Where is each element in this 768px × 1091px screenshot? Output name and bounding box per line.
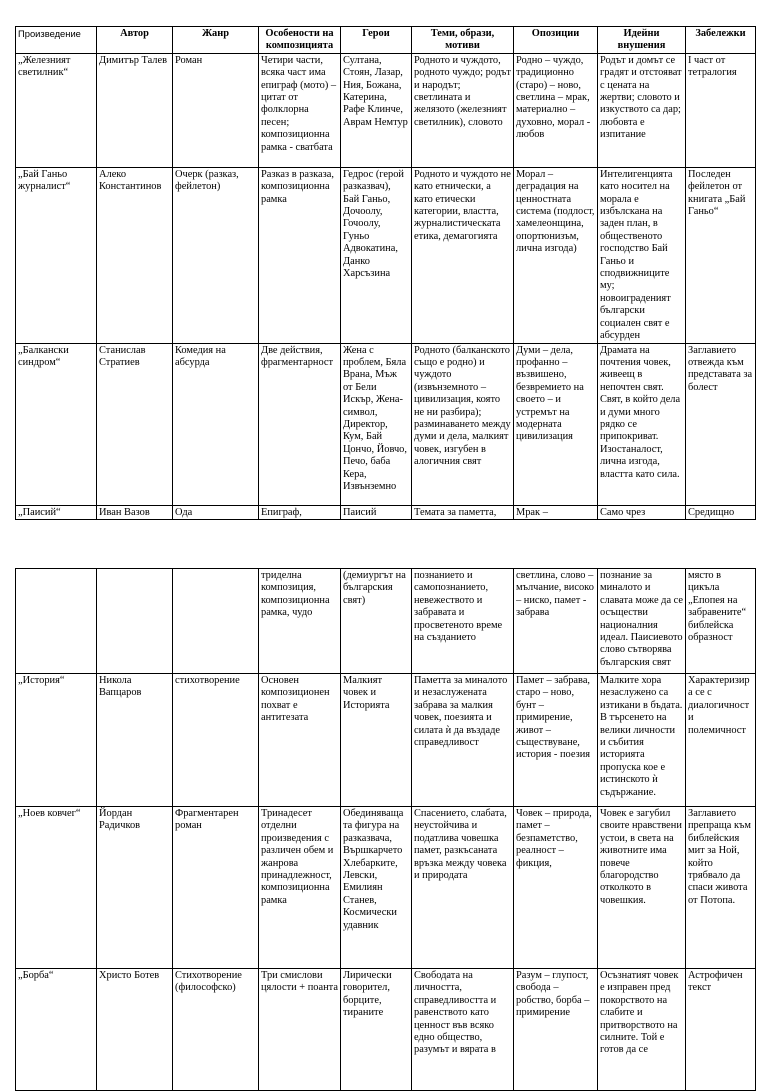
cell-oppositions: Памет – забрава, старо – ново, бунт – примирение, живот – съществуване, история - поезия xyxy=(514,674,598,807)
cell-genre: Ода xyxy=(173,505,259,519)
cell-notes: Последен фейлетон от книгата „Бай Ганьо“ xyxy=(686,167,756,343)
header-genre: Жанр xyxy=(173,27,259,54)
cell-themes: Родното (балканското също е родно) и чуждото (извънземното – цивилизация, която не ни разбира); разминаването между думи и дела, малкият човек, изгубен в алогичния свят xyxy=(412,343,514,505)
cell-heroes: (демиургът на българския свят) xyxy=(341,569,412,674)
cell-genre: Очерк (разказ, фейлетон) xyxy=(173,167,259,343)
cell-ideas: Интелигенцията като носител на морала е избълскана на заден план, в общественото господство Бай Ганьо и сподвижниците му; новоиграденият български социален свят е абсурден xyxy=(598,167,686,343)
header-ideas: Идейни внушения xyxy=(598,27,686,54)
cell-heroes: Обединяваща та фигура на разказвача, Вършкарчето Хлебарките, Левски, Емилиян Станев, Космически удавник xyxy=(341,807,412,969)
cell-composition: Три смислови цялости + поанта xyxy=(259,969,341,1091)
cell-work: „Паисий“ xyxy=(16,505,97,519)
header-themes: Теми, образи, мотиви xyxy=(412,27,514,54)
document-page-2 xyxy=(0,567,768,1056)
cell-heroes: Паисий xyxy=(341,505,412,519)
cell-ideas: познание за миналото и славата може да се осъществи националния идеал. Паисиевото слово сътворява българския свят xyxy=(598,569,686,674)
cell-notes: място в цикъла „Епопея на забравените“ библейска образност xyxy=(686,569,756,674)
table-row xyxy=(16,674,756,807)
cell-composition: триделна композиция, композиционна рамка, чудо xyxy=(259,569,341,674)
cell-ideas: Човек е загубил своите нравствени устои, в света на животните има повече благородство отколкото в човешкия. xyxy=(598,807,686,969)
cell-notes: Характеризир а се с диалогичност и полемичност xyxy=(686,674,756,807)
cell-author: Иван Вазов xyxy=(97,505,173,519)
cell-heroes: Жена с проблем, Бяла Врана, Мъж от Бели Искър, Жена-символ, Директор, Кум, Бай Цончо, Йовчо, Печо, баба Кера, Извънземно xyxy=(341,343,412,505)
cell-genre: стихотворение xyxy=(173,674,259,807)
cell-author xyxy=(97,569,173,674)
cell-work xyxy=(16,569,97,674)
cell-themes: Родното и чуждото не като етнически, а като етически категории, властта, журналистическата етика, демагогията xyxy=(412,167,514,343)
cell-author: Станислав Стратиев xyxy=(97,343,173,505)
cell-oppositions: Човек – природа, памет – безпаметство, реалност – фикция, xyxy=(514,807,598,969)
cell-author: Йордан Радичков xyxy=(97,807,173,969)
header-author: Автор xyxy=(97,27,173,54)
cell-work: „История“ xyxy=(16,674,97,807)
cell-genre: Роман xyxy=(173,53,259,167)
cell-genre: Стихотворение (философско) xyxy=(173,969,259,1091)
cell-composition: Тринадесет отделни произведения с различен обем и жанрова принадлежност, композиционна рамка xyxy=(259,807,341,969)
cell-themes: Родното и чуждото, родното чуждо; родът и народът; светлината и желязото (железният светилник), словото xyxy=(412,53,514,167)
cell-ideas: Родът и домът се градят и отстояват с цената на жертви; словото и изкуството са дар; любовта е изпитание xyxy=(598,53,686,167)
cell-oppositions: светлина, слово – мълчание, високо – ниско, памет - забрава xyxy=(514,569,598,674)
header-oppositions: Опозиции xyxy=(514,27,598,54)
cell-oppositions: Родно – чуждо, традиционно (старо) – ново, светлина – мрак, материално – духовно, морал - любов xyxy=(514,53,598,167)
cell-ideas: Малките хора незаслужено са изтикани в бъдата. В търсенето на велики личности и събития историята пропуска кое е истинското ѝ съдържание. xyxy=(598,674,686,807)
cell-ideas: Само чрез xyxy=(598,505,686,519)
cell-themes: Спасението, слабата, неустойчива и податлива човешка памет, разкъсаната връзка между човека и природата xyxy=(412,807,514,969)
cell-notes: Заглавието отвежда към представата за болест xyxy=(686,343,756,505)
cell-heroes: Султана, Стоян, Лазар, Ния, Божана, Катерина, Рафе Клинче, Аврам Немтур xyxy=(341,53,412,167)
cell-themes: познанието и самопознанието, невежеството и забравата и просветеното време на създанието xyxy=(412,569,514,674)
table-row xyxy=(16,807,756,969)
table-row xyxy=(16,505,756,519)
literature-table-page-2 xyxy=(15,568,756,1091)
cell-composition: Четири части, всяка част има епиграф (мото) – цитат от фолклорна песен; композиционна рамка - сватбата xyxy=(259,53,341,167)
table-row xyxy=(16,569,756,674)
cell-notes: Астрофичен текст xyxy=(686,969,756,1091)
cell-work: „Бай Ганьо журналист“ xyxy=(16,167,97,343)
table-row xyxy=(16,343,756,505)
cell-author: Алеко Константинов xyxy=(97,167,173,343)
cell-genre: Комедия на абсурда xyxy=(173,343,259,505)
cell-author: Димитър Талев xyxy=(97,53,173,167)
header-heroes: Герои xyxy=(341,27,412,54)
cell-author: Никола Вапцаров xyxy=(97,674,173,807)
cell-work: „Борба“ xyxy=(16,969,97,1091)
cell-ideas: Осъзнатият човек е изправен пред покорството на слабите и притворството на силните. Той е готов да се xyxy=(598,969,686,1091)
literature-table-page-1 xyxy=(15,26,756,520)
cell-notes: Средищно xyxy=(686,505,756,519)
cell-ideas: Драмата на почтения човек, живеещ в непочтен свят. Свят, в който дела и думи много рядко се припокриват. Изостаналост, лична изгода, властта като сила. xyxy=(598,343,686,505)
cell-heroes: Малкият човек и Историята xyxy=(341,674,412,807)
cell-work: „Железният светилник“ xyxy=(16,53,97,167)
cell-genre: Фрагментарен роман xyxy=(173,807,259,969)
table-row xyxy=(16,969,756,1091)
table-row xyxy=(16,167,756,343)
cell-themes: Паметта за миналото и незаслужената забрава за малкия човек, поезията и силата ѝ да въздаде справедливост xyxy=(412,674,514,807)
cell-themes: Темата за паметта, xyxy=(412,505,514,519)
cell-oppositions: Мрак – xyxy=(514,505,598,519)
cell-composition: Епиграф, xyxy=(259,505,341,519)
cell-notes: Заглавието препраща към библейския мит за Ной, който трябвало да спаси живота от Потопа. xyxy=(686,807,756,969)
header-notes: Забележки xyxy=(686,27,756,54)
cell-work: „Балкански синдром“ xyxy=(16,343,97,505)
cell-themes: Свободата на личността, справедливостта и равенството като ценност във всяко едно общество, разумът и вярата в xyxy=(412,969,514,1091)
document-page-1 xyxy=(0,0,768,521)
cell-oppositions: Думи – дела, профанно – възвишено, безвремието на своето – и устремът на модерната цивилизация xyxy=(514,343,598,505)
table-header-row xyxy=(16,27,756,54)
cell-composition: Разказ в разказа, композиционна рамка xyxy=(259,167,341,343)
cell-oppositions: Морал – деградация на ценностната система (подлост, хамелеонщина, опортюнизъм, лична изгода) xyxy=(514,167,598,343)
cell-work: „Ноев ковчег“ xyxy=(16,807,97,969)
cell-heroes: Лирически говорител, борците, тираните xyxy=(341,969,412,1091)
header-work: Произведение xyxy=(16,27,97,54)
cell-notes: I част от тетралогия xyxy=(686,53,756,167)
cell-author: Христо Ботев xyxy=(97,969,173,1091)
cell-genre xyxy=(173,569,259,674)
cell-heroes: Гедрос (герой разказвач), Бай Ганьо, Дочоолу, Гочоолу, Гуньо Адвокатина, Данко Харсъзина xyxy=(341,167,412,343)
cell-composition: Основен композиционен похват е антитезата xyxy=(259,674,341,807)
cell-composition: Две действия, фрагментарност xyxy=(259,343,341,505)
page-break xyxy=(0,521,768,567)
table-row xyxy=(16,53,756,167)
header-composition: Особености на композицията xyxy=(259,27,341,54)
cell-oppositions: Разум – глупост, свобода – робство, борба – примирение xyxy=(514,969,598,1091)
